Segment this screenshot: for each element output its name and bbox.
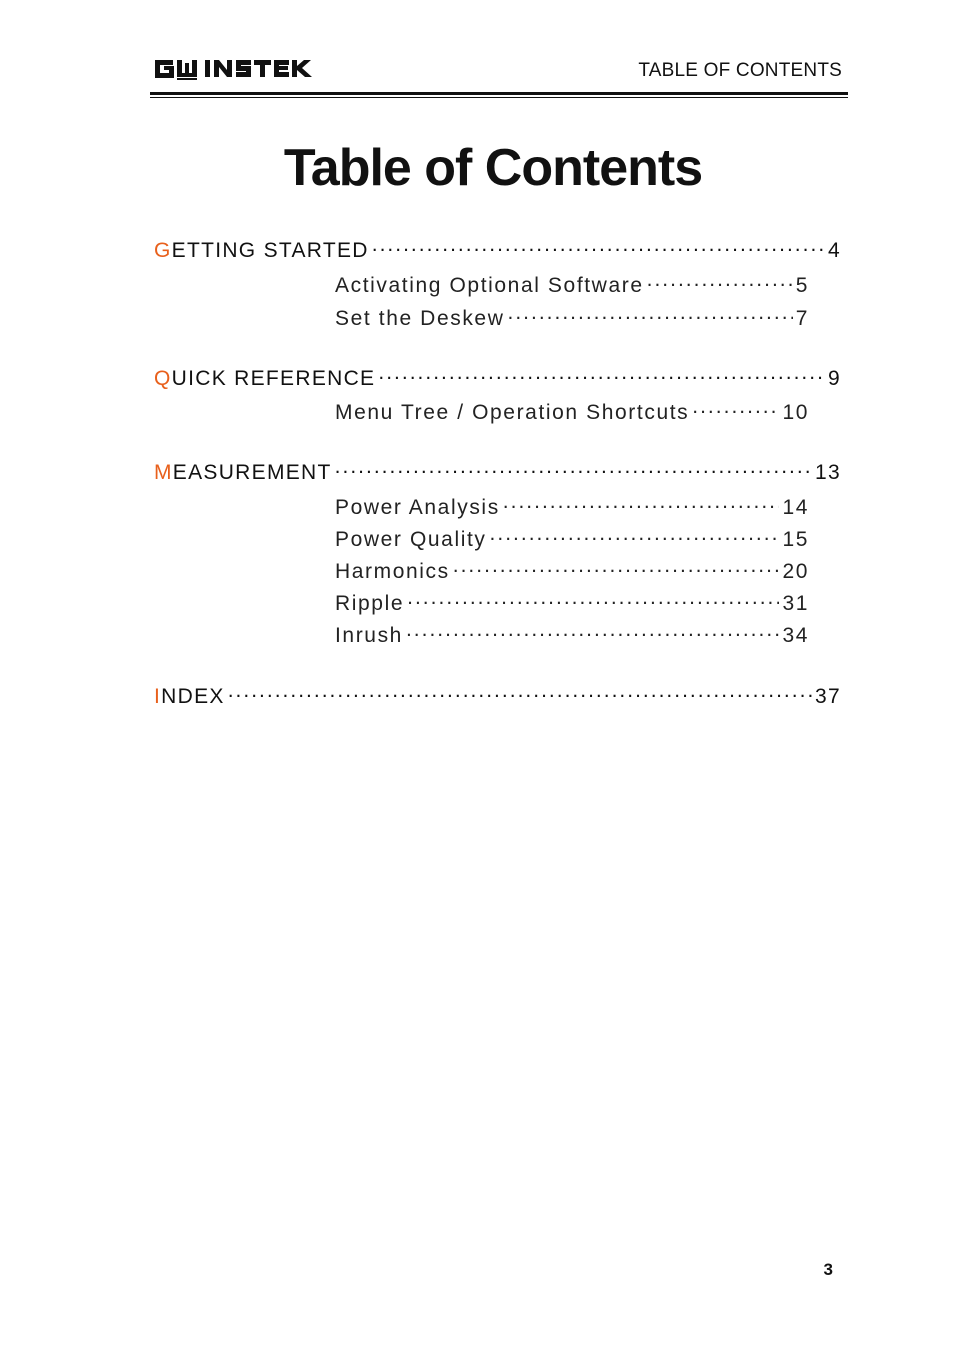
chapter-page: 4 — [828, 239, 841, 262]
toc-chapter-measurement[interactable] — [154, 458, 841, 485]
chapter-initial: Q — [154, 367, 172, 390]
section-title: Power Analysis — [335, 496, 500, 519]
toc-section-ripple[interactable] — [335, 589, 809, 616]
toc-chapter-index[interactable] — [154, 682, 841, 709]
section-page: 31 — [782, 592, 809, 615]
chapter-title-rest: NDEX — [161, 685, 225, 708]
toc-section-inrush[interactable] — [335, 621, 809, 648]
section-title: Menu Tree / Operation Shortcuts — [335, 401, 690, 424]
section-title: Ripple — [335, 592, 405, 615]
dot-leader — [378, 364, 825, 385]
toc-section-harmonics[interactable] — [335, 557, 809, 584]
chapter-title — [154, 685, 225, 709]
chapter-title-rest: UICK REFERENCE — [171, 367, 376, 390]
section-title: Activating Optional Software — [335, 274, 644, 297]
chapter-initial: M — [154, 461, 173, 484]
toc-section-power-analysis[interactable] — [335, 493, 809, 520]
toc-section-set-the-deskew[interactable] — [335, 304, 809, 331]
chapter-title-rest: EASUREMENT — [172, 461, 332, 484]
chapter-title — [154, 461, 332, 485]
toc-section-menu-tree[interactable] — [335, 398, 809, 425]
toc-chapter-quick-reference[interactable] — [154, 364, 841, 391]
chapter-initial: G — [154, 239, 172, 262]
section-page: 10 — [782, 401, 809, 424]
section-page: 34 — [782, 624, 809, 647]
dot-leader — [507, 304, 792, 325]
dot-leader — [335, 458, 812, 479]
header-section-title: TABLE OF CONTENTS — [638, 60, 842, 81]
chapter-page: 37 — [815, 685, 841, 708]
page-title: Table of Contents — [283, 139, 703, 197]
chapter-title-rest: ETTING STARTED — [171, 239, 369, 262]
section-page: 20 — [782, 560, 809, 583]
dot-leader — [503, 493, 780, 514]
section-page: 5 — [795, 274, 809, 297]
toc-section-power-quality[interactable] — [335, 525, 809, 552]
dot-leader — [228, 682, 812, 703]
section-title: Inrush — [335, 624, 403, 647]
dot-leader — [692, 398, 779, 419]
page-number: 3 — [823, 1260, 833, 1279]
dot-leader — [453, 557, 780, 578]
dot-leader — [372, 236, 825, 257]
section-page: 15 — [782, 528, 809, 551]
section-page: 7 — [795, 307, 809, 330]
section-title: Power Quality — [335, 528, 487, 551]
chapter-title — [154, 367, 375, 391]
chapter-page: 13 — [815, 461, 841, 484]
section-page: 14 — [782, 496, 809, 519]
dot-leader — [407, 589, 779, 610]
section-title: Harmonics — [335, 560, 450, 583]
toc-section-activating-optional-software[interactable] — [335, 271, 809, 298]
dot-leader — [490, 525, 780, 546]
toc-chapter-getting-started[interactable] — [154, 236, 841, 263]
chapter-title — [154, 239, 369, 263]
dot-leader — [406, 621, 779, 642]
section-title: Set the Deskew — [335, 307, 505, 330]
dot-leader — [647, 271, 793, 292]
chapter-initial: I — [154, 685, 162, 708]
chapter-page: 9 — [828, 367, 841, 390]
